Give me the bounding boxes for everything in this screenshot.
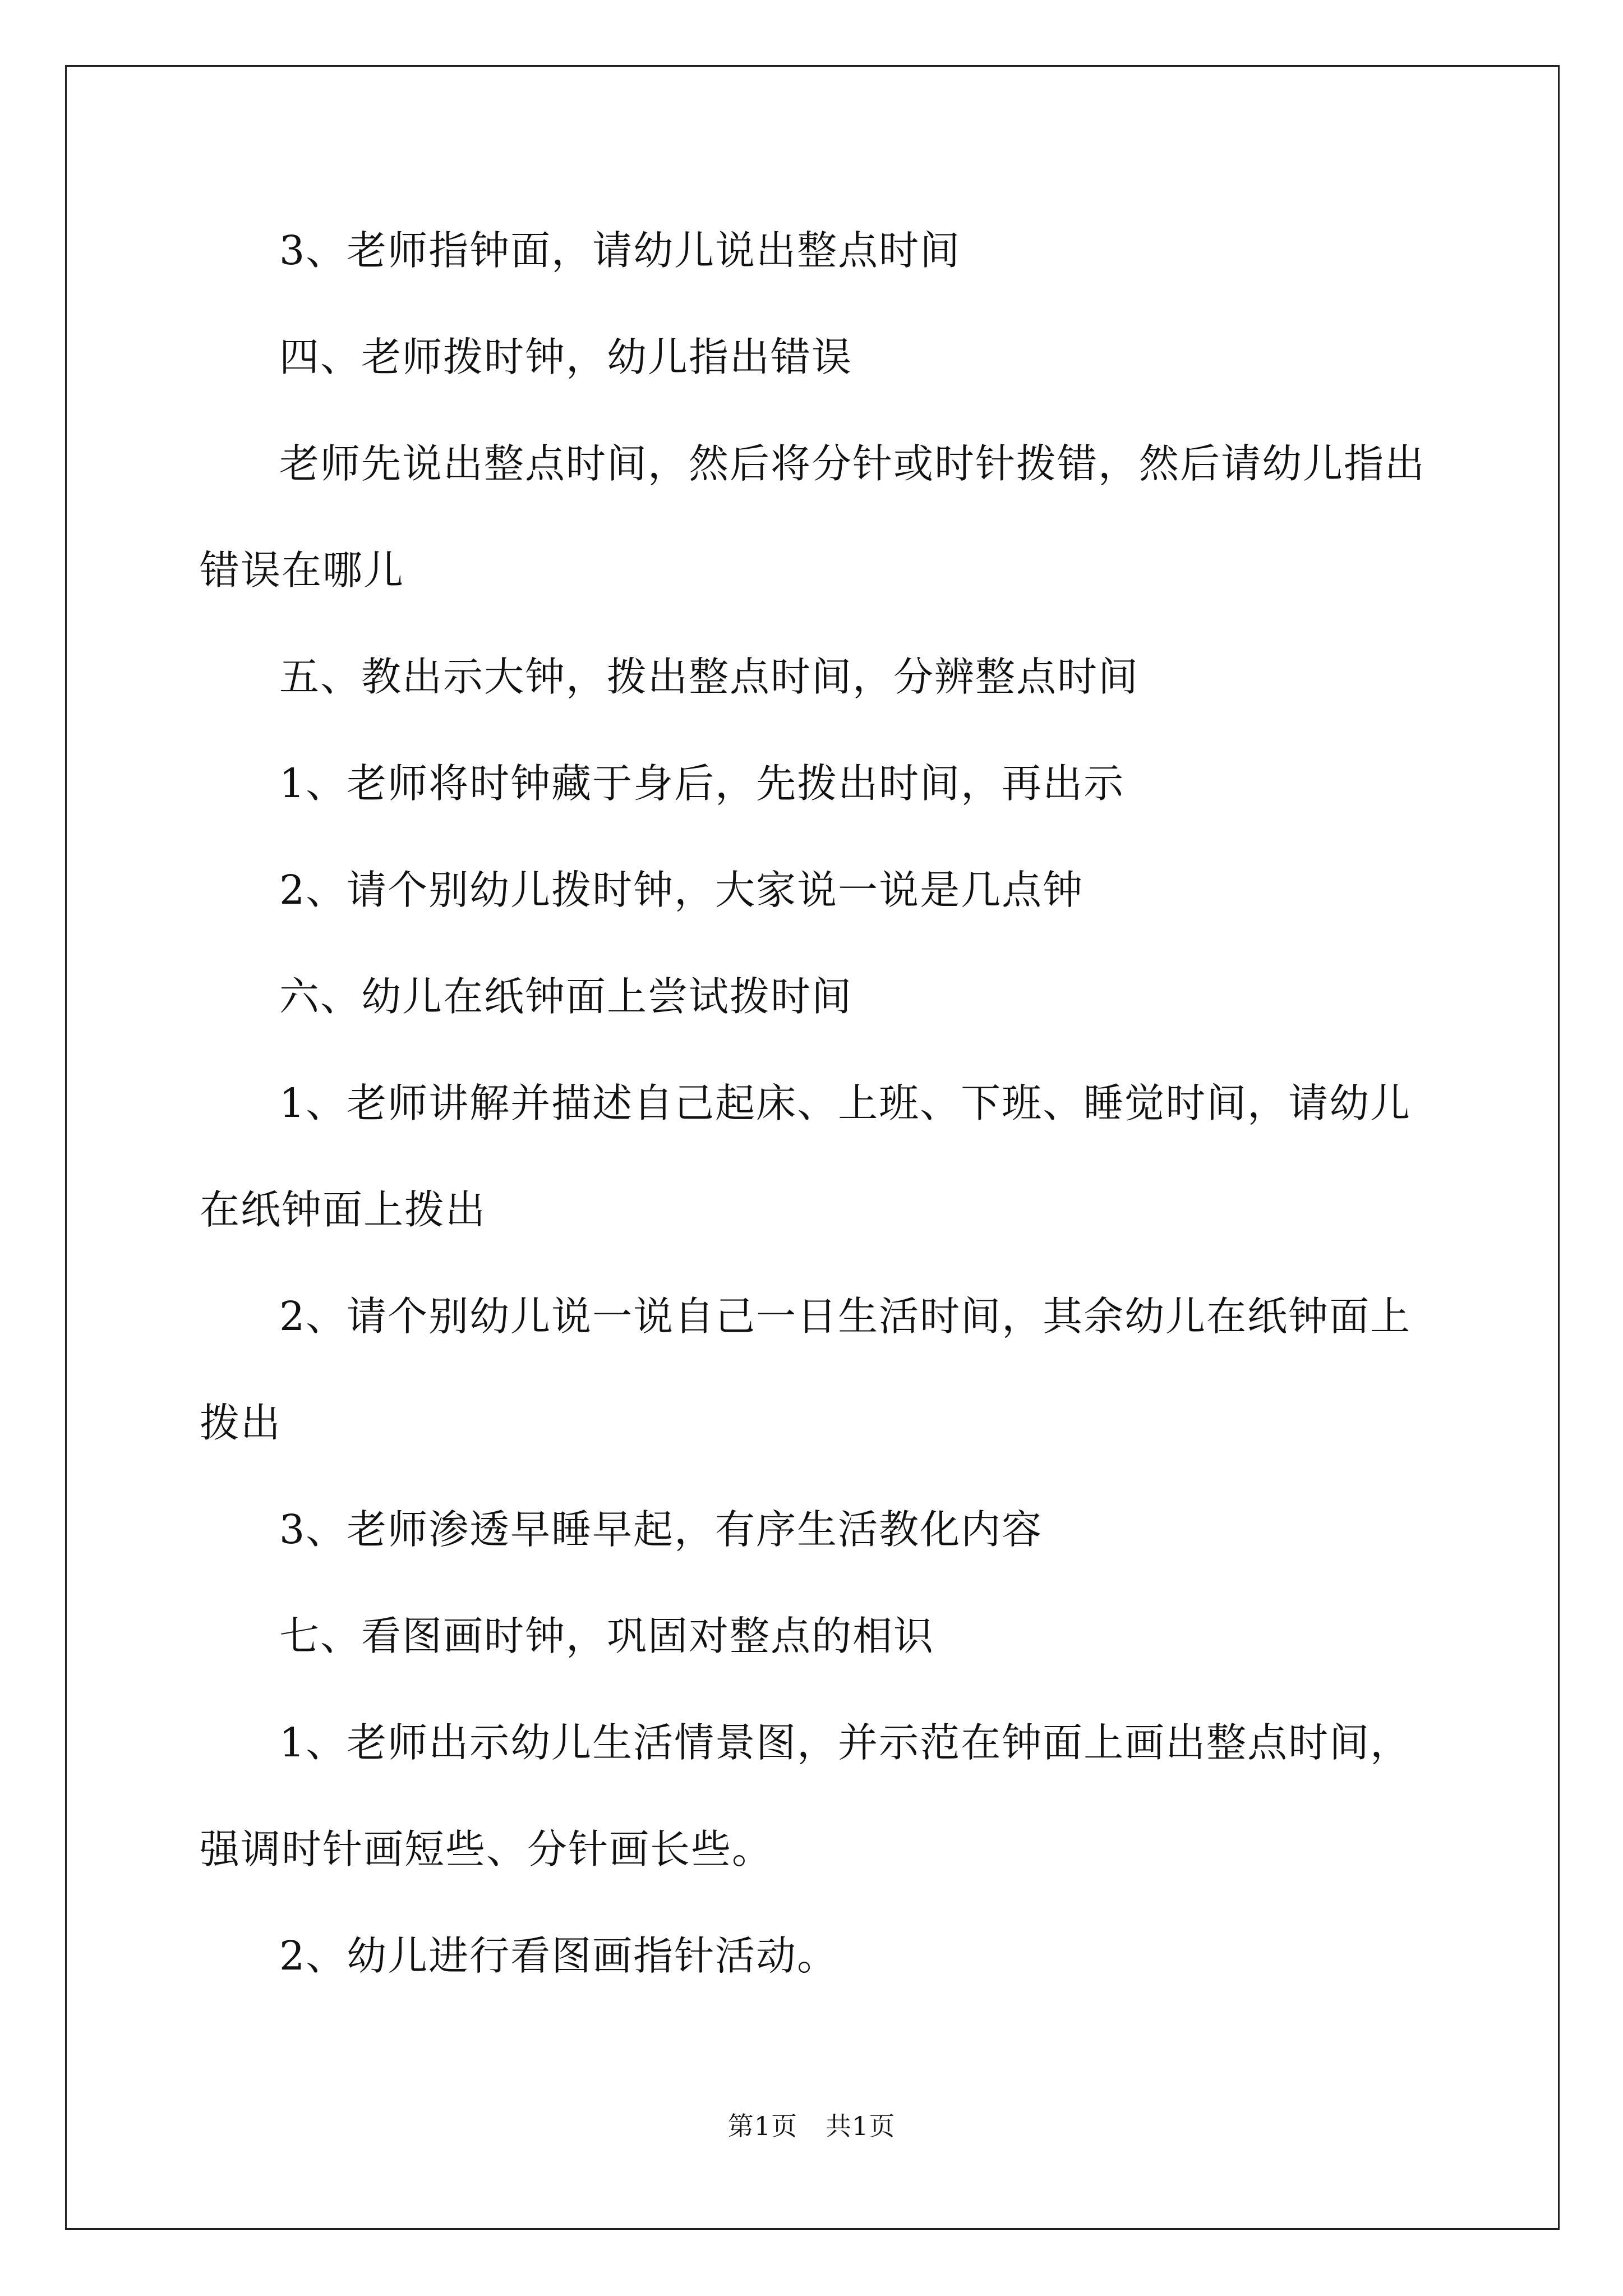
paragraph-11: 七、看图画时钟，巩固对整点的相识 (279, 1613, 935, 1659)
paragraph-6: 2、请个别幼儿拨时钟，大家说一说是几点钟 (279, 867, 1084, 913)
total-pages-label: 共1页 (826, 2111, 896, 2141)
paragraph-4: 五、教出示大钟，拨出整点时间，分辨整点时间 (279, 654, 1140, 700)
paragraph-9: 2、请个别幼儿说一说自己一日生活时间，其余幼儿在纸钟面上拨出 (200, 1293, 1412, 1446)
page-footer (0, 2109, 1623, 2143)
paragraph-10: 3、老师渗透早睡早起，有序生活教化内容 (279, 1506, 1043, 1553)
paragraph-8: 1、老师讲解并描述自己起床、上班、下班、睡觉时间，请幼儿在纸钟面上拨出 (200, 1080, 1412, 1233)
current-page-label: 第1页 (727, 2111, 797, 2141)
paragraph-2: 四、老师拨时钟，幼儿指出错误 (279, 334, 853, 380)
paragraph-1: 3、老师指钟面，请幼儿说出整点时间 (279, 227, 961, 274)
paragraph-5: 1、老师将时钟藏于身后，先拨出时间，再出示 (279, 760, 1125, 807)
paragraph-13: 2、幼儿进行看图画指针活动。 (279, 1932, 838, 1979)
paragraph-12: 1、老师出示幼儿生活情景图，并示范在钟面上画出整点时间，强调时针画短些、分针画长些。 (200, 1719, 1412, 1872)
paragraph-3: 老师先说出整点时间，然后将分针或时针拨错，然后请幼儿指出错误在哪儿 (200, 440, 1426, 593)
paragraph-7: 六、幼儿在纸钟面上尝试拨时间 (279, 973, 853, 1020)
